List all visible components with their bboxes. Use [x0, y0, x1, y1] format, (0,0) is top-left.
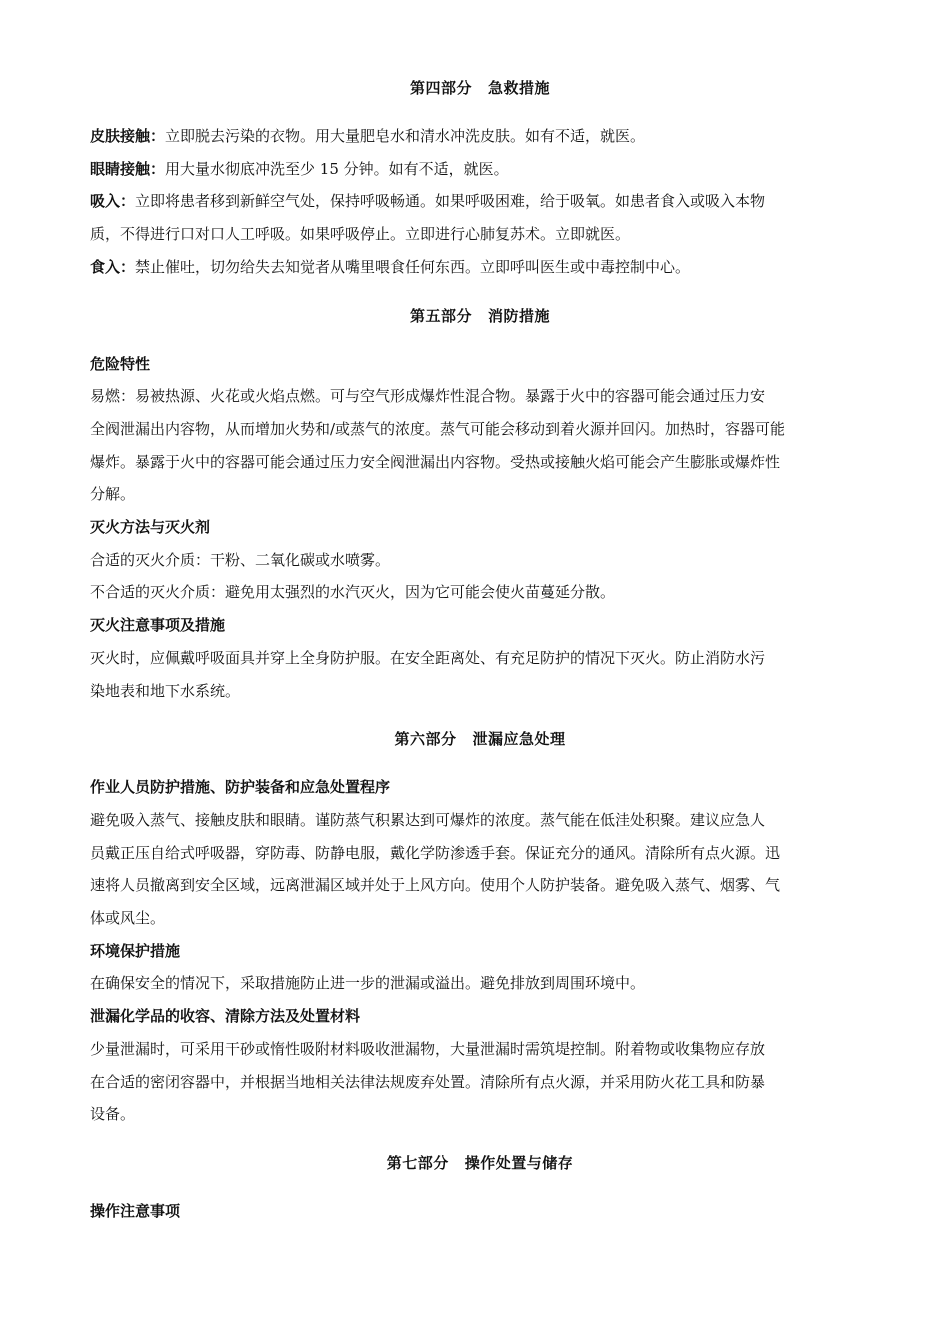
- section-6-name: 泄漏应急处理: [472, 730, 566, 749]
- inhalation-label: 吸入：: [90, 192, 136, 211]
- cleanup-heading: 泄漏化学品的收容、清除方法及处置材料: [90, 1007, 361, 1026]
- personnel-line: 员戴正压自给式呼吸器，穿防毒、防静电服，戴化学防渗透手套。保证充分的通风。清除所有点火源。迅: [90, 843, 781, 862]
- environment-heading: 环境保护措施: [90, 941, 181, 960]
- section-4-name: 急救措施: [488, 79, 551, 97]
- personnel-line: 速将人员撤离到安全区域，远离泄漏区域并处于上风方向。使用个人防护装备。避免吸入蒸气、烟雾、气: [90, 876, 781, 895]
- fire-precaution-heading: 灭火注意事项及措施: [90, 616, 226, 635]
- cleanup-line: 少量泄漏时，可采用干砂或惰性吸附材料吸收泄漏物，大量泄漏时需筑堤控制。附着物或收集物应存放: [90, 1039, 766, 1058]
- section-4-part: 第四部分: [409, 79, 472, 97]
- unsuitable-media-line: 不合适的灭火介质：避免用太强烈的水汽灭火，因为它可能会使火苗蔓延分散。: [90, 583, 616, 602]
- extinguishing-heading: 灭火方法与灭火剂: [90, 518, 211, 537]
- fire-precaution-line: 灭火时，应佩戴呼吸面具并穿上全身防护服。在安全距离处、有充足防护的情况下灭火。防止消防水污: [90, 648, 766, 667]
- hazard-line: 易燃：易被热源、火花或火焰点燃。可与空气形成爆炸性混合物。暴露于火中的容器可能会通过压力安: [90, 387, 766, 406]
- suitable-media-line: 合适的灭火介质：干粉、二氧化碳或水喷雾。: [90, 550, 391, 569]
- eye-contact-line: [90, 153, 870, 186]
- section-5-part: 第五部分: [409, 306, 472, 325]
- section-6-title: [90, 723, 870, 755]
- inhalation-line-1: [90, 185, 870, 218]
- eye-contact-text: 用大量水彻底冲洗至少 15 分钟。如有不适，就医。: [165, 159, 509, 178]
- inhalation-line-2: 质，不得进行口对口人工呼吸。如果呼吸停止。立即进行心肺复苏术。立即就医。: [90, 225, 631, 244]
- skin-contact-line: [90, 120, 870, 153]
- section-4-title: [90, 72, 870, 104]
- section-7-title: [90, 1147, 870, 1179]
- hazard-line: 爆炸。暴露于火中的容器可能会通过压力安全阀泄漏出内容物。受热或接触火焰可能会产生膨胀或爆炸性: [90, 452, 781, 471]
- fire-precaution-line: 染地表和地下水系统。: [90, 681, 241, 700]
- skin-contact-text: 立即脱去污染的衣物。用大量肥皂水和清水冲洗皮肤。如有不适，就医。: [165, 127, 646, 145]
- eye-contact-label: 眼睛接触：: [90, 159, 166, 178]
- section-5-name: 消防措施: [488, 306, 551, 325]
- ingestion-label: 食入：: [90, 257, 136, 276]
- environment-line: 在确保安全的情况下，采取措施防止进一步的泄漏或溢出。避免排放到周围环境中。: [90, 974, 646, 993]
- hazard-line: 分解。: [90, 485, 136, 504]
- personnel-heading: 作业人员防护措施、防护装备和应急处置程序: [90, 778, 391, 797]
- skin-contact-label: 皮肤接触：: [90, 127, 166, 145]
- ingestion-line: [90, 251, 870, 284]
- handling-heading: 操作注意事项: [90, 1201, 181, 1220]
- ingestion-text: 禁止催吐，切勿给失去知觉者从嘴里喂食任何东西。立即呼叫医生或中毒控制中心。: [135, 257, 691, 276]
- document-page: [90, 72, 870, 1228]
- hazard-line: 全阀泄漏出内容物，从而增加火势和/或蒸气的浓度。蒸气可能会移动到着火源并回闪。加热时，容器可能: [90, 419, 786, 438]
- section-5-title: [90, 300, 870, 332]
- section-6-part: 第六部分: [394, 730, 457, 749]
- cleanup-line: 设备。: [90, 1105, 136, 1124]
- inhalation-text-1: 立即将患者移到新鲜空气处，保持呼吸畅通。如果呼吸困难，给于吸氧。如患者食入或吸入本物: [135, 192, 766, 211]
- personnel-line: 体或风尘。: [90, 909, 166, 928]
- section-7-name: 操作处置与储存: [464, 1153, 574, 1172]
- cleanup-line: 在合适的密闭容器中，并根据当地相关法律法规废弃处置。清除所有点火源，并采用防火花工具和防暴: [90, 1072, 766, 1091]
- personnel-line: 避免吸入蒸气、接触皮肤和眼睛。谨防蒸气积累达到可爆炸的浓度。蒸气能在低洼处积聚。建议应急人: [90, 810, 766, 829]
- hazard-heading: 危险特性: [90, 354, 151, 373]
- section-7-part: 第七部分: [386, 1153, 449, 1172]
